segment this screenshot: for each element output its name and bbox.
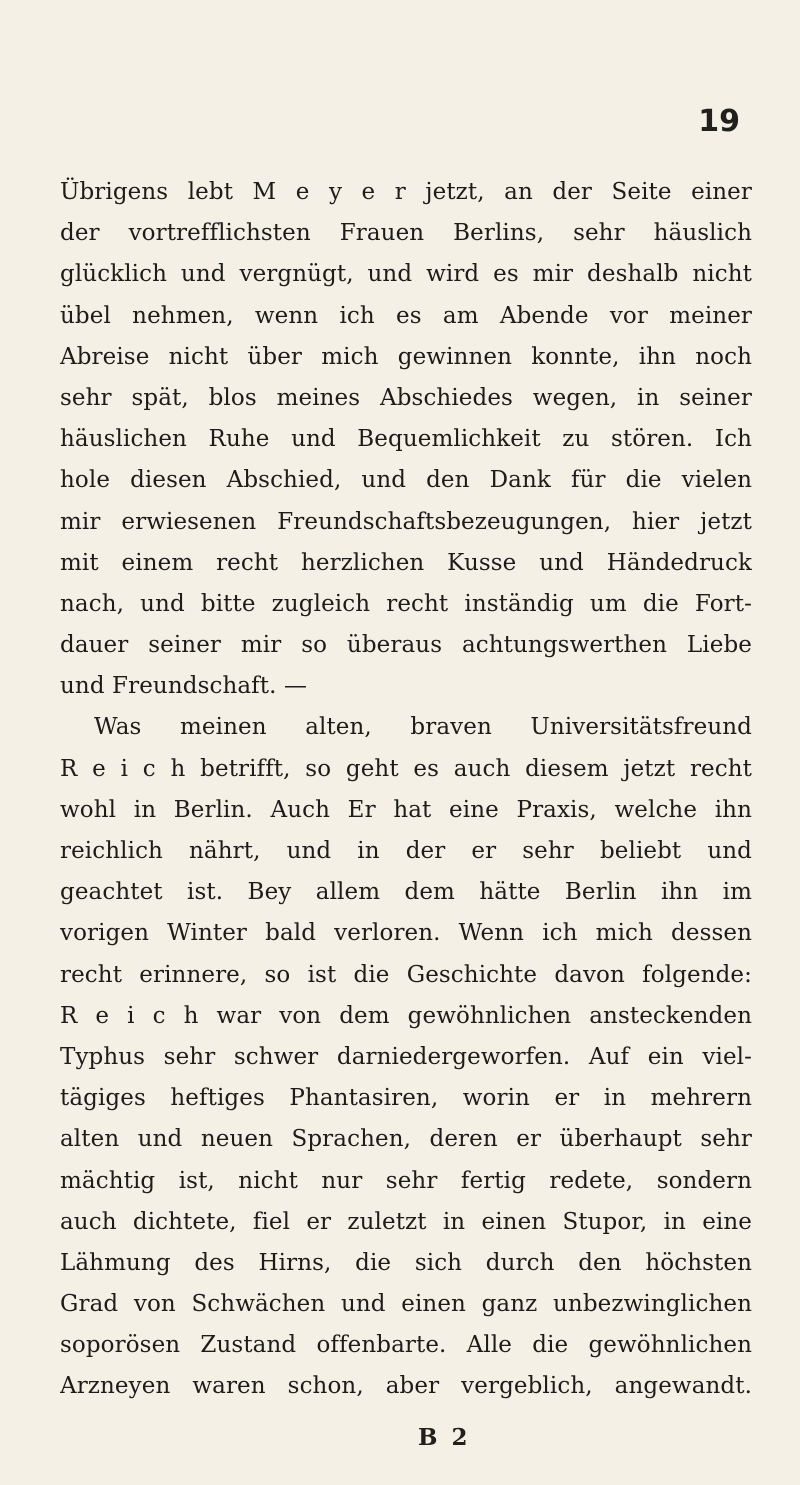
text-line: reichlich nährt, und in der er sehr beliebt und: [60, 838, 752, 864]
text-line: sehr spät, blos meines Abschiedes wegen, in seiner: [60, 384, 752, 411]
text-line: R e i c h war von dem gewöhnlichen ansteckenden: [60, 1002, 752, 1029]
text-line: Grad von Schwächen und einen ganz unbezwinglichen: [60, 1291, 752, 1318]
text-line: der vortrefflichsten Frauen Berlins, sehr häuslich: [60, 220, 752, 247]
text-line: mit einem recht herzlichen Kusse und Händedruck: [60, 549, 752, 576]
text-line: vorigen Winter bald verloren. Wenn ich mich dessen: [60, 920, 752, 947]
text-line: Lähmung des Hirns, die sich durch den höchsten: [60, 1249, 752, 1276]
text-line: Abreise nicht über mich gewinnen konnte, ihn noch: [60, 343, 752, 370]
text-line: nach, und bitte zugleich recht inständig um die Fort-: [60, 590, 752, 617]
text-line: Übrigens lebt M e y e r jetzt, an der Seite einer: [60, 179, 752, 205]
text-line: geachtet ist. Bey allem dem hätte Berlin ihn im: [60, 879, 752, 906]
text-line: häuslichen Ruhe und Bequemlichkeit zu stören. Ich: [60, 426, 752, 453]
text-line: Arzneyen waren schon, aber vergeblich, angewandt.: [60, 1373, 752, 1400]
text-line: mir erwiesenen Freundschaftsbezeugungen, hier jetzt: [60, 508, 752, 535]
text-line: recht erinnere, so ist die Geschichte davon folgende:: [60, 961, 752, 988]
text-line: R e i c h betrifft, so geht es auch diesem jetzt recht: [60, 755, 752, 782]
signature-mark: B 2: [418, 1424, 471, 1451]
text-line: dauer seiner mir so überaus achtungswerthen Liebe: [60, 632, 752, 659]
text-line: tägiges heftiges Phantasiren, worin er in mehrern: [60, 1085, 752, 1112]
paragraph-end-line: und Freundschaft. —: [60, 673, 308, 700]
page-number: 19: [698, 104, 740, 139]
text-line: alten und neuen Sprachen, deren er überhaupt sehr: [60, 1126, 752, 1153]
body-text: [60, 172, 752, 1408]
text-line: mächtig ist, nicht nur sehr fertig redete, sondern: [60, 1167, 752, 1194]
text-line: wohl in Berlin. Auch Er hat eine Praxis, welche ihn: [60, 796, 752, 823]
text-line: glücklich und vergnügt, und wird es mir deshalb nicht: [60, 261, 752, 288]
text-line: Typhus sehr schwer darniedergeworfen. Auf ein viel-: [60, 1043, 752, 1070]
text-line: soporösen Zustand offenbarte. Alle die gewöhnlichen: [60, 1332, 752, 1359]
text-line: hole diesen Abschied, und den Dank für die vielen: [60, 467, 752, 494]
text-line: auch dichtete, fiel er zuletzt in einen Stupor, in eine: [60, 1208, 752, 1235]
paragraph-start-line: Was meinen alten, braven Universitätsfreund: [94, 714, 752, 741]
text-line: übel nehmen, wenn ich es am Abende vor meiner: [60, 302, 752, 329]
